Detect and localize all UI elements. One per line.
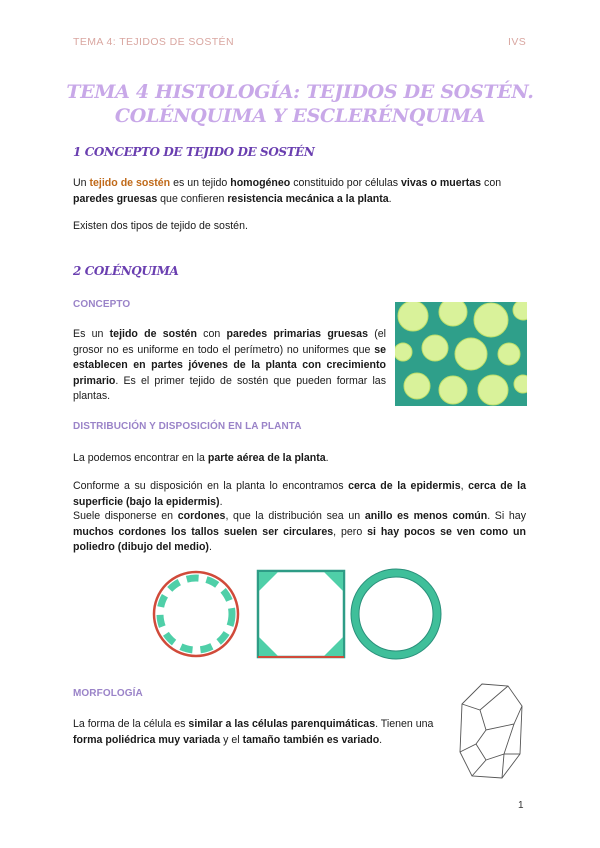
micrograph-cell xyxy=(474,303,508,337)
text-bold: similar a las células parenquimáticas xyxy=(188,718,376,730)
text: . xyxy=(379,733,383,746)
ring-inner-edge xyxy=(359,577,433,651)
subheading-morfologia: MORFOLOGÍA xyxy=(73,688,143,699)
text-bold: se establecen en partes jóvenes de la planta con crecimiento primario xyxy=(73,343,386,387)
section-1-paragraph-2: Existen dos tipos de tejido de sostén. xyxy=(73,220,248,232)
text-bold: paredes primarias gruesas xyxy=(226,328,368,340)
text-bold: forma poliédrica muy variada xyxy=(73,733,221,746)
collenchyma-distribution-diagrams xyxy=(148,566,444,662)
header-right: IVS xyxy=(508,36,527,48)
text: que confieren xyxy=(157,192,228,205)
text: Un xyxy=(73,177,90,189)
text: . Tienen una xyxy=(375,718,434,730)
cell-edge xyxy=(476,724,514,760)
micrograph-cell xyxy=(422,335,448,361)
subheading-distribucion: DISTRIBUCIÓN Y DISPOSICIÓN EN LA PLANTA xyxy=(73,421,302,432)
text: . xyxy=(219,495,223,508)
text: Conforme a su disposición en la planta lo encontramos xyxy=(73,480,349,492)
micrograph-cell xyxy=(395,343,412,361)
collenchyma-micrograph xyxy=(395,302,527,406)
section-1-paragraph-1 xyxy=(73,176,526,207)
section-1-heading: 1 CONCEPTO DE TEJIDO DE SOSTÉN xyxy=(73,145,315,159)
text-bold: muchos cordones los tallos suelen ser circulares xyxy=(73,525,334,538)
morfologia-paragraph xyxy=(73,717,453,748)
text: . xyxy=(325,452,329,464)
page-title xyxy=(40,80,560,128)
diagram-polyhedron xyxy=(258,571,344,657)
text-highlight: tejido de sostén xyxy=(89,177,171,189)
concepto-paragraph xyxy=(73,327,386,405)
title-line-2: COLÉNQUIMA Y ESCLERÉNQUIMA xyxy=(114,105,486,127)
text: . xyxy=(208,541,212,553)
text: con xyxy=(481,177,502,189)
text-bold: paredes gruesas xyxy=(73,192,158,205)
cell-outline xyxy=(460,684,522,778)
text: , que la distribución sea un xyxy=(225,510,365,522)
micrograph-cell xyxy=(398,302,428,331)
cell-edge xyxy=(502,754,504,778)
polyhedral-cell-drawing xyxy=(456,680,528,784)
micrograph-cell xyxy=(455,338,487,370)
text: con xyxy=(196,328,227,340)
text: y el xyxy=(220,733,243,746)
collenchyma-ring xyxy=(355,573,437,655)
cell-edge xyxy=(472,760,486,776)
header-left: TEMA 4: TEJIDOS DE SOSTÉN xyxy=(73,36,234,48)
micrograph-cell xyxy=(439,302,467,326)
text: constituido por células xyxy=(290,177,401,189)
text: , pero xyxy=(333,525,368,538)
page-number: 1 xyxy=(518,800,524,811)
diagram-strands-circle xyxy=(154,572,238,656)
micrograph-cell xyxy=(514,375,527,393)
text-bold: vivas o muertas xyxy=(400,177,482,189)
text: , xyxy=(460,480,469,492)
text: . xyxy=(388,192,392,205)
text: Es un xyxy=(73,328,110,340)
text: La podemos encontrar en la xyxy=(73,452,208,464)
distribucion-paragraph-3 xyxy=(73,509,526,556)
diagram-continuous-ring xyxy=(351,569,441,659)
subheading-concepto: CONCEPTO xyxy=(73,299,131,310)
text-bold: cordones xyxy=(177,510,226,522)
text: es un tejido xyxy=(170,177,231,189)
text: . Si hay xyxy=(487,510,526,522)
title-line-1: TEMA 4 HISTOLOGÍA: TEJIDOS DE SOSTÉN. xyxy=(66,81,534,103)
micrograph-cell xyxy=(498,343,520,365)
text-bold: homogéneo xyxy=(230,177,291,189)
cell-edge xyxy=(460,730,486,752)
text-bold: tamaño también es variado xyxy=(242,733,380,746)
text-bold: si hay pocos se ven como un poliedro (dibujo del medio) xyxy=(73,525,526,553)
micrograph-cell xyxy=(404,373,430,399)
cell-edge xyxy=(462,686,508,710)
collenchyma-strands xyxy=(160,578,232,650)
micrograph-cell xyxy=(439,376,467,404)
text-bold: cerca de la superficie (bajo la epidermis) xyxy=(73,480,527,508)
text-bold: anillo es menos común xyxy=(364,510,488,522)
text: La forma de la célula es xyxy=(73,718,189,730)
distribucion-paragraph-1 xyxy=(73,451,526,467)
distribucion-paragraph-2 xyxy=(73,479,526,510)
text-bold: cerca de la epidermis xyxy=(348,480,461,492)
text-bold: parte aérea de la planta xyxy=(207,452,326,464)
epidermis-ring xyxy=(154,572,238,656)
section-2-heading: 2 COLÉNQUIMA xyxy=(73,264,179,278)
text: . Es el primer tejido de sostén que pueden formar las plantas. xyxy=(73,374,386,402)
text: (el grosor no es uniforme en todo el perímetro) no uniformes que xyxy=(73,328,386,356)
text-bold: tejido de sostén xyxy=(109,328,197,340)
ring-outer-edge xyxy=(351,569,441,659)
text: Suele disponerse en xyxy=(73,510,178,522)
polyhedron-outline xyxy=(258,571,344,657)
cell-edge xyxy=(480,706,522,730)
micrograph-cell xyxy=(478,375,508,405)
text-bold: resistencia mecánica a la planta xyxy=(227,192,389,205)
